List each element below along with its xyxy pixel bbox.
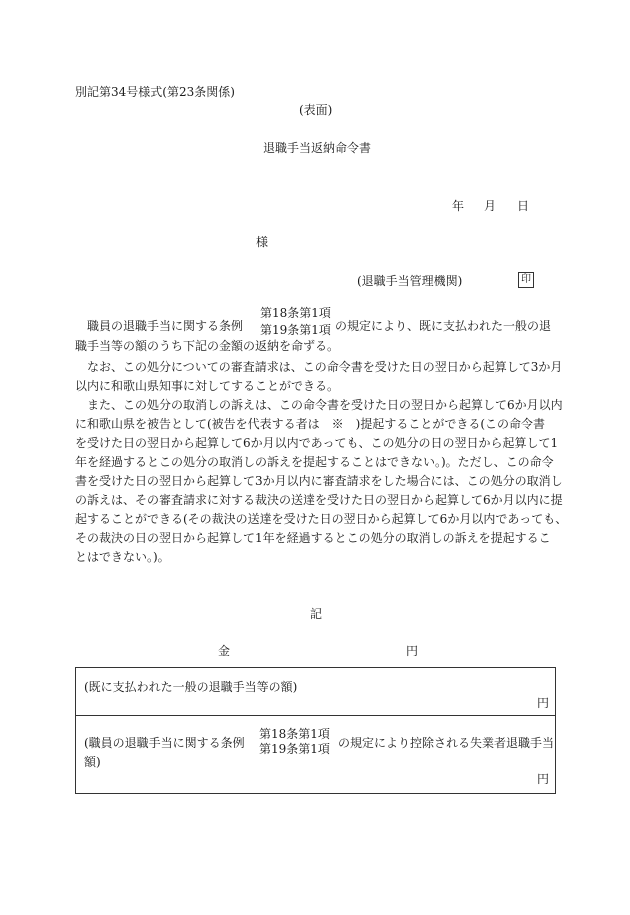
paid-amount-box <box>75 667 556 716</box>
p3-line-1: また、この処分の取消しの訴えは、この命令書を受けた日の翌日から起算して6か月以内 <box>87 398 563 412</box>
p3-line-7: 起することができる(その裁決の送達を受けた日の翌日から起算して6か月以内であっても、 <box>75 512 568 526</box>
p1-line-2: 職手当等の額のうち下記の金額の返納を命ずる。 <box>75 339 340 353</box>
date-month-label: 月 <box>484 199 497 213</box>
p3-line-5: 書を受けた日の翌日から起算して3か月以内に審査請求をした場合には、この処分の取消し <box>75 474 563 488</box>
p1-suffix: の規定により、既に支払われた一般の退 <box>335 319 552 333</box>
record-heading: 記 <box>310 607 323 621</box>
seal-mark: 印 <box>518 272 534 288</box>
p2-line-1: なお、この処分についての審査請求は、この命令書を受けた日の翌日から起算して3か月 <box>87 360 563 374</box>
amount-label: 金 <box>218 644 231 658</box>
deduction-clause-a: 第18条第1項 <box>259 727 330 741</box>
paid-amount-unit: 円 <box>536 696 549 710</box>
p3-line-4: 年を経過するとこの処分の取消しの訴えを提起することはできない。)。ただし、この命令 <box>75 455 554 469</box>
issuing-authority: (退職手当管理機関) <box>357 274 463 288</box>
deduction-clause-b: 第19条第1項 <box>259 742 330 756</box>
p3-line-9: とはできない。)。 <box>75 550 170 564</box>
p3-line-2: に和歌山県を被告として(被告を代表する者は ※ )提起することができる(この命令書 <box>75 417 546 431</box>
p1-clause-b: 第19条第1項 <box>260 323 331 337</box>
addressee-honorific: 様 <box>256 235 269 249</box>
document-title: 退職手当返納命令書 <box>263 141 372 155</box>
p3-line-6: の訴えは、その審査請求に対する裁決の送達を受けた日の翌日から起算して6か月以内に提 <box>75 493 563 507</box>
paid-amount-label: (既に支払われた一般の退職手当等の額) <box>84 680 298 694</box>
deduction-unit: 円 <box>536 772 549 786</box>
amount-unit: 円 <box>406 644 419 658</box>
deduction-prefix: (職員の退職手当に関する条例 <box>84 736 245 750</box>
p1-prefix: 職員の退職手当に関する条例 <box>87 319 244 333</box>
side-indicator: (表面) <box>299 103 333 117</box>
date-year-label: 年 <box>452 199 465 213</box>
deduction-line-2: 額) <box>84 755 101 769</box>
p3-line-8: その裁決の日の翌日から起算して1年を経過するとこの処分の取消しの訴えを提起するこ <box>75 531 551 545</box>
form-number-label: 別記第34号様式(第23条関係) <box>75 85 235 99</box>
p3-line-3: を受けた日の翌日から起算して6か月以内であっても、この処分の日の翌日から起算して1 <box>75 436 559 450</box>
deduction-suffix: の規定により控除される失業者退職手当 <box>338 736 555 750</box>
p2-line-2: 以内に和歌山県知事に対してすることができる。 <box>75 379 340 393</box>
date-day-label: 日 <box>517 199 530 213</box>
p1-clause-a: 第18条第1項 <box>260 306 331 320</box>
deduction-amount-box <box>75 715 556 794</box>
